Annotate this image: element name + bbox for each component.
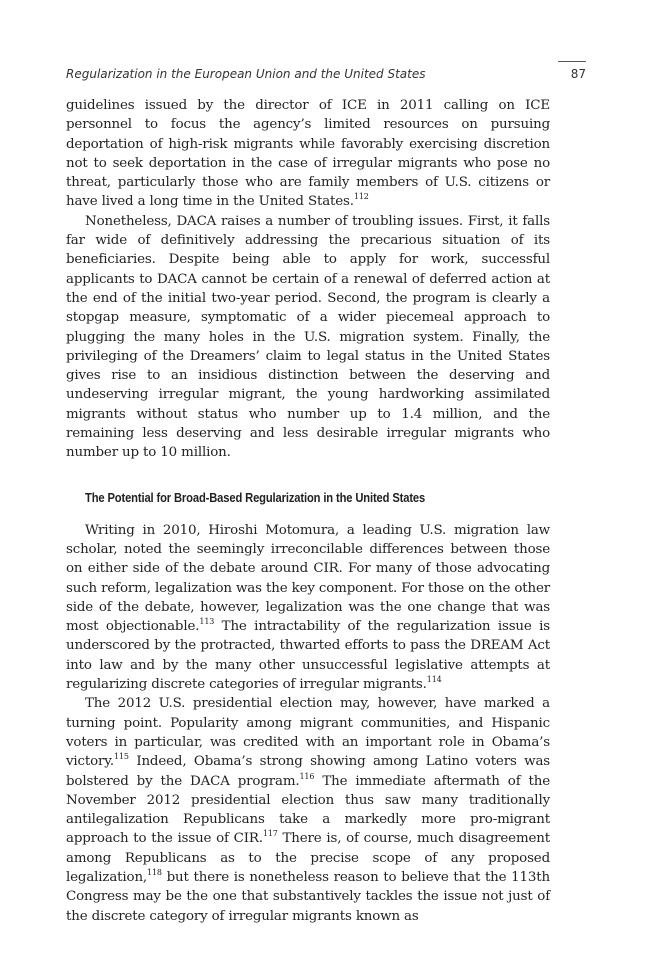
paragraph-4-text-d: There is, of course, much disagreement among Republicans as to the precise scope of any proposed legalization, bbox=[66, 831, 550, 885]
body-text bbox=[66, 96, 550, 926]
footnote-ref-115: 115 bbox=[114, 752, 129, 762]
paragraph-2: Nonetheless, DACA raises a number of troubling issues. First, it falls far wide of definitively addressing the precarious situation of its beneficiaries. Despite being able to apply for work, successful applicants to DACA cannot be certain of a renewal of deferred action at the end of the initial two-year period. Second, the program is clearly a stopgap measure, symptomatic of a wider piecemeal approach to plugging the many holes in the U.S. migration system. Finally, the privileging of the Dreamers’ claim to legal status in the United States gives rise to an insidious distinction between the deserving and undeserving irregular migrant, the young hardworking assimilated migrants without status who number up to 1.4 million, and the remaining less deserving and less desirable irregular migrants who number up to 10 million. bbox=[66, 213, 550, 461]
paragraph-3-text-b: The intractability of the regularization issue is underscored by the protracted, thwarted efforts to pass the DREAM Act into law and by the many other unsuccessful legislative attempts at regularizing discrete categories of irregular migrants. bbox=[66, 619, 551, 693]
footnote-ref-117: 117 bbox=[262, 829, 278, 839]
page-number: 87 bbox=[570, 67, 586, 81]
paragraph-4-text-e: but there is nonetheless reason to believe that the 113th Congress may be the one that substantively tackles the issue not just of the discrete category of irregular migrants known as bbox=[66, 869, 550, 924]
footnote-ref-118: 118 bbox=[147, 867, 162, 877]
footnote-ref-116: 116 bbox=[299, 771, 315, 781]
paragraph-1 bbox=[66, 96, 550, 212]
paragraph-3 bbox=[66, 521, 550, 695]
page-number-rule bbox=[558, 61, 586, 62]
section-heading: The Potential for Broad-Based Regularization in the United States bbox=[85, 489, 426, 505]
paragraph-4 bbox=[66, 694, 550, 926]
footnote-ref-113: 113 bbox=[199, 617, 215, 627]
footnote-ref-114: 114 bbox=[426, 675, 442, 685]
running-head: Regularization in the European Union and the United States bbox=[66, 67, 426, 81]
paragraph-4-text-c: The immediate aftermath of the November 2012 presidential election thus saw many traditionally antilegalization Republicans take a markedly more pro-migrant approach to the issue of CIR. bbox=[66, 773, 550, 847]
paragraph-3-text-a: Writing in 2010, Hiroshi Motomura, a leading U.S. migration law scholar, noted the seemingly irreconcilable differences between those on either side of the debate around CIR. For many of those advocating such reform, legalization was the key component. For those on the other side of the debate, however, legalization was the one change that was most objectionable. bbox=[66, 522, 550, 635]
paragraph-4-text-b: Indeed, Obama’s strong showing among Latino voters was bolstered by the DACA program. bbox=[66, 754, 550, 789]
footnote-ref-112: 112 bbox=[353, 192, 369, 202]
paragraph-4-text-a: The 2012 U.S. presidential election may, however, have marked a turning point. Popularity among migrant communities, and Hispanic voters in particular, was credited with an important role in Obama’s victory. bbox=[66, 696, 550, 770]
paragraph-1-text: guidelines issued by the director of ICE in 2011 calling on ICE personnel to focus the agency’s limited resources on pursuing deportation of high-risk migrants while favorably exercising discretion not to seek deportation in the case of irregular migrants who pose no threat, particularly those who are family members of U.S. citizens or have lived a long time in the United States. bbox=[66, 98, 550, 210]
